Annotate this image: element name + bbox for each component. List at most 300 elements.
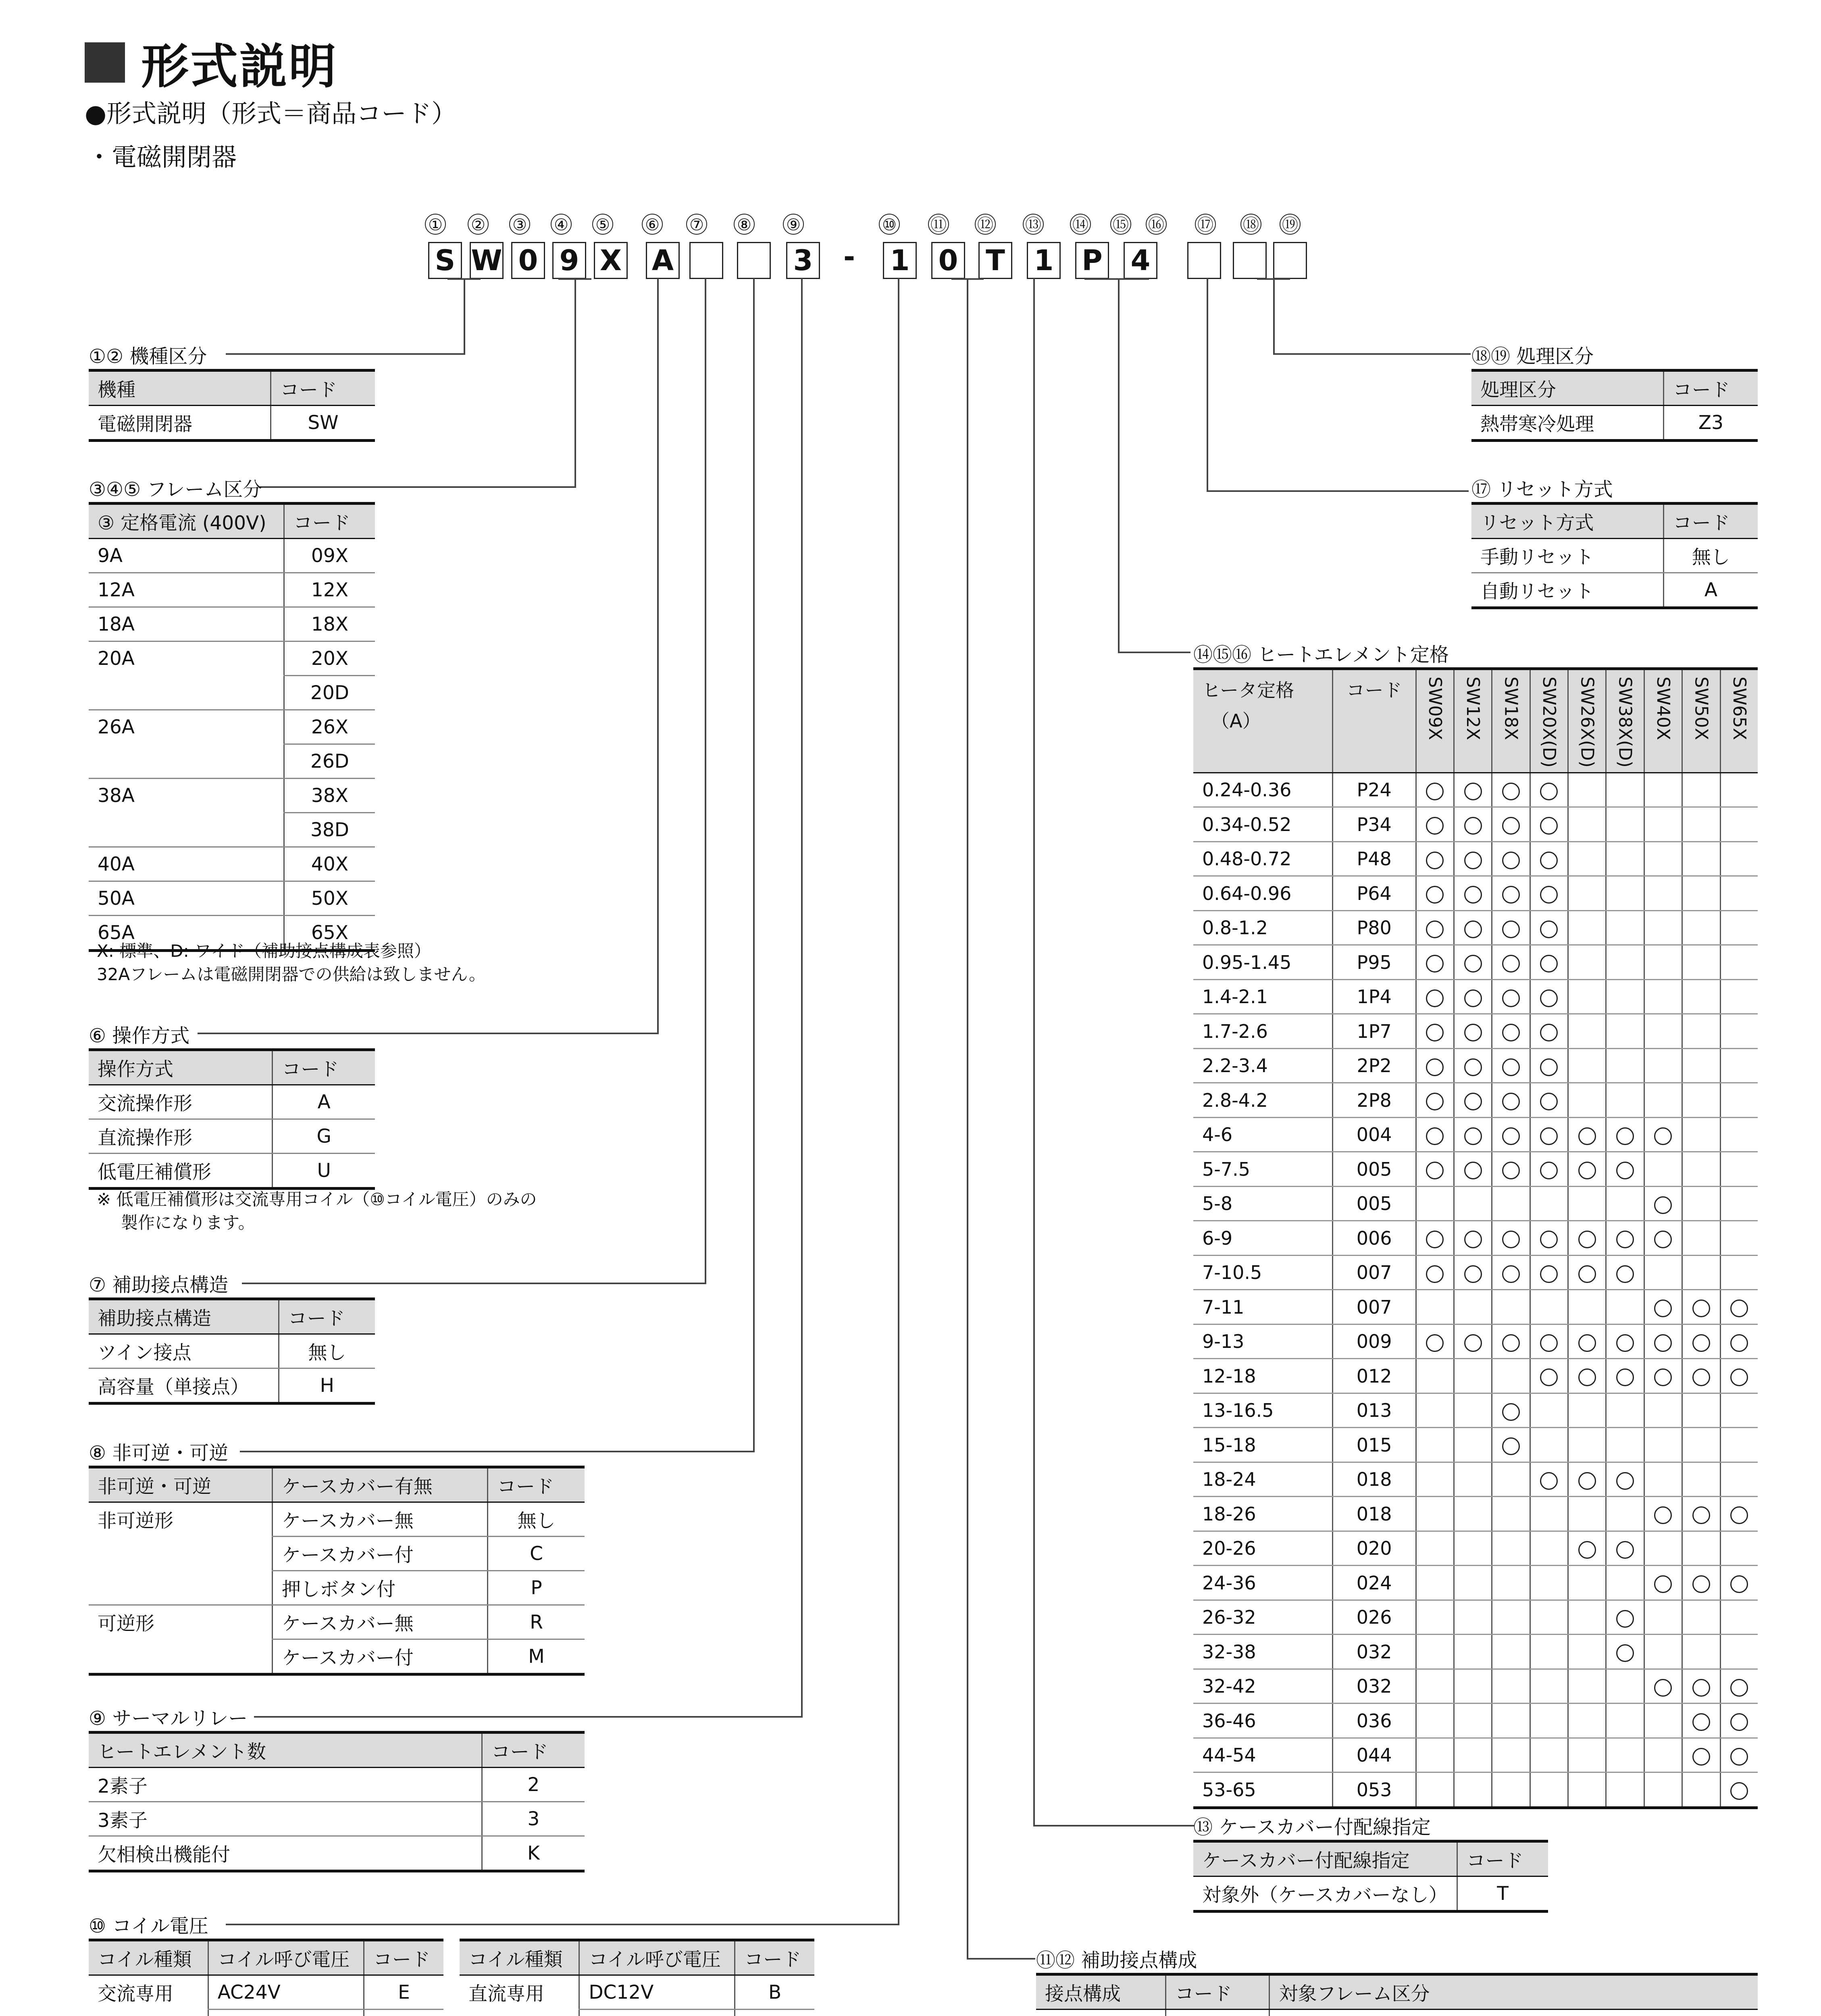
heater-row <box>1193 1738 1758 1772</box>
available-circle-icon <box>1426 989 1444 1007</box>
table-cell: M <box>488 1639 585 1674</box>
available-circle-icon <box>1426 1024 1444 1041</box>
available-circle-icon <box>1654 1368 1672 1386</box>
table-row <box>1036 2010 1758 2016</box>
table-cell: ケースカバー付 <box>273 1639 488 1674</box>
table-cell: 12A <box>89 573 284 607</box>
available-circle-icon <box>1578 1472 1596 1490</box>
table-cell: G <box>273 1119 375 1154</box>
table-header: 操作方式 <box>89 1050 273 1085</box>
code-box-18 <box>1273 242 1307 279</box>
heater-row <box>1193 979 1758 1014</box>
frame-table <box>89 502 375 952</box>
heater-range: 4-6 <box>1193 1117 1332 1152</box>
table-cell: 電磁開閉器 <box>89 406 271 441</box>
table-header: 補助接点構造 <box>89 1299 279 1334</box>
table-cell: 12X <box>284 573 375 607</box>
code-position-3: ③ <box>509 214 530 235</box>
heater-range: 36-46 <box>1193 1704 1332 1738</box>
table-cell: 無し <box>1663 539 1758 573</box>
heater-range: 24-36 <box>1193 1566 1332 1600</box>
section-label-reset: ⑰ リセット方式 <box>1471 478 1613 501</box>
section-label-treatment: ⑱⑲ 処理区分 <box>1471 345 1594 368</box>
available-circle-icon <box>1616 1541 1634 1559</box>
heater-range: 12-18 <box>1193 1359 1332 1393</box>
table-header: コード <box>1663 504 1758 539</box>
heater-row <box>1193 1152 1758 1187</box>
heater-range: 26-32 <box>1193 1600 1332 1635</box>
available-circle-icon <box>1578 1127 1596 1145</box>
table-cell <box>89 744 284 779</box>
available-circle-icon <box>1464 886 1482 904</box>
code-box-6: A <box>646 242 680 279</box>
operation-note-1: ※ 低電圧補償形は交流専用コイル（⑩コイル電圧）のみの <box>97 1189 537 1209</box>
table-row <box>89 641 375 676</box>
table-cell <box>89 1571 273 1605</box>
table-cell: 熱帯寒冷処理 <box>1471 406 1663 441</box>
available-circle-icon <box>1616 1265 1634 1283</box>
heater-code: 015 <box>1332 1428 1416 1462</box>
table-row <box>89 1836 585 1871</box>
available-circle-icon <box>1654 1506 1672 1524</box>
available-circle-icon <box>1654 1575 1672 1593</box>
available-circle-icon <box>1502 817 1520 835</box>
available-circle-icon <box>1616 1334 1634 1352</box>
table-cell: 欠相検出機能付 <box>89 1836 482 1871</box>
available-circle-icon <box>1540 1127 1558 1145</box>
table-cell: 無し <box>279 1334 375 1368</box>
available-circle-icon <box>1654 1231 1672 1248</box>
heater-row <box>1193 1531 1758 1566</box>
heater-row <box>1193 1255 1758 1290</box>
table-cell: 26X <box>284 710 375 744</box>
frame-column-header: SW09X <box>1424 677 1445 740</box>
table-row <box>89 1768 585 1802</box>
available-circle-icon <box>1426 1265 1444 1283</box>
available-circle-icon <box>1464 852 1482 869</box>
heater-code: 1P4 <box>1332 979 1416 1014</box>
code-box-7 <box>689 242 723 279</box>
table-cell: 高容量（単接点） <box>89 1368 279 1404</box>
reset-table <box>1471 502 1758 609</box>
table-cell: R <box>488 1605 585 1639</box>
table-row <box>89 1639 585 1674</box>
table-cell: 3 <box>482 1802 585 1836</box>
table-row <box>89 744 375 779</box>
available-circle-icon <box>1464 817 1482 835</box>
section-label-frame: ③④⑤ フレーム区分 <box>89 478 262 501</box>
heater-code: 018 <box>1332 1497 1416 1531</box>
table-row <box>89 406 375 441</box>
table-row <box>89 676 375 710</box>
table-cell: 38D <box>284 813 375 847</box>
available-circle-icon <box>1426 1334 1444 1352</box>
available-circle-icon <box>1692 1300 1710 1317</box>
frame-column-header: SW38X(D) <box>1615 677 1636 768</box>
table-cell: SW <box>271 406 375 441</box>
available-circle-icon <box>1540 886 1558 904</box>
table-cell <box>579 2010 735 2016</box>
available-circle-icon <box>1426 1162 1444 1179</box>
code-position-5: ⑤ <box>592 214 613 235</box>
heater-range: 0.34-0.52 <box>1193 807 1332 842</box>
table-cell: 2 <box>482 1768 585 1802</box>
section-label-aux-contacts: ⑪⑫ 補助接点構成 <box>1036 1949 1197 1972</box>
heater-range: 0.24-0.36 <box>1193 773 1332 807</box>
available-circle-icon <box>1426 955 1444 973</box>
code-dash: - <box>843 240 855 273</box>
heater-range: 0.95-1.45 <box>1193 945 1332 980</box>
heater-code: P24 <box>1332 773 1416 807</box>
code-box-4: 9 <box>552 242 586 279</box>
table-cell: 手動リセット <box>1471 539 1663 573</box>
heater-range: 18-26 <box>1193 1497 1332 1531</box>
table-cell <box>89 2010 208 2016</box>
available-circle-icon <box>1692 1368 1710 1386</box>
available-circle-icon <box>1540 1334 1558 1352</box>
table-cell: 自動リセット <box>1471 573 1663 608</box>
table-header: コード <box>482 1733 585 1768</box>
section-label-aux-structure: ⑦ 補助接点構造 <box>89 1274 229 1296</box>
available-circle-icon <box>1502 1265 1520 1283</box>
page-title <box>85 28 338 97</box>
table-header: コード <box>1165 1974 1269 2010</box>
heater-code: 006 <box>1332 1221 1416 1256</box>
table-row <box>460 2010 814 2016</box>
available-circle-icon <box>1578 1231 1596 1248</box>
available-circle-icon <box>1502 1403 1520 1421</box>
table-row <box>89 813 375 847</box>
available-circle-icon <box>1692 1575 1710 1593</box>
heater-code: 013 <box>1332 1393 1416 1428</box>
available-circle-icon <box>1426 852 1444 869</box>
aux-contacts-table <box>1036 1973 1758 2016</box>
available-circle-icon <box>1464 955 1482 973</box>
table-row <box>89 881 375 916</box>
code-box-12: T <box>978 242 1012 279</box>
table-row <box>89 1154 375 1189</box>
available-circle-icon <box>1692 1679 1710 1697</box>
available-circle-icon <box>1502 1024 1520 1041</box>
heater-row <box>1193 1048 1758 1083</box>
frame-column-header: SW26X(D) <box>1577 677 1598 768</box>
heater-row <box>1193 807 1758 842</box>
heater-code: 005 <box>1332 1186 1416 1221</box>
heater-code: 024 <box>1332 1566 1416 1600</box>
table-row <box>89 1085 375 1119</box>
table-cell: 26D <box>284 744 375 779</box>
heater-code: 020 <box>1332 1531 1416 1566</box>
available-circle-icon <box>1730 1748 1748 1766</box>
available-circle-icon <box>1730 1368 1748 1386</box>
heater-range: 1.4-2.1 <box>1193 979 1332 1014</box>
available-circle-icon <box>1540 1162 1558 1179</box>
operation-table <box>89 1048 375 1190</box>
table-cell <box>460 2010 579 2016</box>
available-circle-icon <box>1464 1127 1482 1145</box>
heater-code: 005 <box>1332 1152 1416 1187</box>
table-row <box>1193 1876 1548 1912</box>
model-table <box>89 369 375 442</box>
available-circle-icon <box>1464 1093 1482 1110</box>
table-row <box>89 573 375 607</box>
table-cell: 38A <box>98 785 135 807</box>
table-header: コイル種類 <box>89 1940 208 1975</box>
frame-column-header: SW12X <box>1463 677 1484 740</box>
code-box-3: 0 <box>511 242 545 279</box>
heater-code: 044 <box>1332 1738 1416 1772</box>
table-cell: 50X <box>284 881 375 916</box>
table-cell <box>89 813 284 847</box>
section-label-coil: ⑩ コイル電圧 <box>89 1915 208 1937</box>
table-cell: 40X <box>284 847 375 881</box>
code-box-17 <box>1233 242 1267 279</box>
heater-range: 13-16.5 <box>1193 1393 1332 1428</box>
table-cell: ケースカバー無 <box>273 1605 488 1639</box>
table-header: コイル呼び電圧 <box>579 1940 735 1975</box>
table-header: コード <box>1663 371 1758 406</box>
heater-code: 012 <box>1332 1359 1416 1393</box>
table-header: ヒートエレメント数 <box>89 1733 482 1768</box>
available-circle-icon <box>1502 1334 1520 1352</box>
available-circle-icon <box>1692 1748 1710 1766</box>
available-circle-icon <box>1502 1162 1520 1179</box>
code-position-15: ⑮ <box>1110 214 1131 235</box>
available-circle-icon <box>1502 921 1520 938</box>
available-circle-icon <box>1540 783 1558 800</box>
table-cell: DC12V <box>579 1975 735 2010</box>
heater-unit-header: （A） <box>1211 710 1261 732</box>
heater-code: 036 <box>1332 1704 1416 1738</box>
heater-row <box>1193 1600 1758 1635</box>
table-header: 接点構成 <box>1036 1974 1165 2010</box>
table-cell: H <box>279 1368 375 1404</box>
coil-ac-table <box>89 1939 443 2016</box>
table-header: コード <box>488 1467 585 1502</box>
frame-column-header: SW50X <box>1691 677 1712 740</box>
heater-code: 2P2 <box>1332 1048 1416 1083</box>
table-cell <box>89 676 284 710</box>
heater-range: 20-26 <box>1193 1531 1332 1566</box>
table-row <box>89 779 375 813</box>
frame-note-2: 32Aフレームは電磁開閉器での供給は致しません。 <box>97 964 486 984</box>
available-circle-icon <box>1426 1231 1444 1248</box>
table-cell: 3素子 <box>89 1802 482 1836</box>
table-row <box>89 2010 443 2016</box>
code-box-16 <box>1187 242 1221 279</box>
table-header: コード <box>284 504 375 539</box>
available-circle-icon <box>1578 1368 1596 1386</box>
available-circle-icon <box>1540 1368 1558 1386</box>
table-row <box>89 1119 375 1154</box>
table-cell <box>735 2010 814 2016</box>
available-circle-icon <box>1730 1782 1748 1800</box>
table-cell: A <box>1663 573 1758 608</box>
heater-range: 5-8 <box>1193 1186 1332 1221</box>
section-label-reversing: ⑧ 非可逆・可逆 <box>89 1442 229 1464</box>
table-cell: 09X <box>284 539 375 573</box>
frame-column-header: SW20X(D) <box>1538 677 1559 768</box>
code-position-8: ⑧ <box>734 214 755 235</box>
table-header: 機種 <box>89 371 271 406</box>
frame-column-header: SW40X <box>1652 677 1673 740</box>
available-circle-icon <box>1426 1058 1444 1076</box>
heater-row <box>1193 1428 1758 1462</box>
available-circle-icon <box>1502 1093 1520 1110</box>
available-circle-icon <box>1730 1300 1748 1317</box>
frame-column-header: SW65X <box>1729 677 1750 740</box>
table-cell: 無し <box>488 1502 585 1537</box>
heater-row <box>1193 1186 1758 1221</box>
table-cell: 交流操作形 <box>89 1085 273 1119</box>
table-cell <box>364 2010 444 2016</box>
available-circle-icon <box>1616 1644 1634 1662</box>
table-cell: AC24V <box>208 1975 364 2010</box>
heater-row <box>1193 1014 1758 1049</box>
table-row <box>89 1802 585 1836</box>
available-circle-icon <box>1540 1058 1558 1076</box>
available-circle-icon <box>1502 955 1520 973</box>
section-label-heater: ⑭⑮⑯ ヒートエレメント定格 <box>1193 644 1449 666</box>
available-circle-icon <box>1730 1334 1748 1352</box>
heater-range: 7-10.5 <box>1193 1255 1332 1290</box>
table-header: コード <box>1457 1841 1548 1876</box>
available-circle-icon <box>1654 1679 1672 1697</box>
code-box-10: 1 <box>883 242 917 279</box>
code-box-5: X <box>594 242 628 279</box>
heater-range: 1.7-2.6 <box>1193 1014 1332 1049</box>
table-header: 対象フレーム区分 <box>1269 1974 1758 2010</box>
available-circle-icon <box>1692 1506 1710 1524</box>
heater-code: 053 <box>1332 1772 1416 1808</box>
table-cell <box>1269 2010 1758 2016</box>
code-box-8 <box>737 242 771 279</box>
available-circle-icon <box>1426 783 1444 800</box>
available-circle-icon <box>1616 1472 1634 1490</box>
available-circle-icon <box>1540 989 1558 1007</box>
heater-row <box>1193 1393 1758 1428</box>
table-cell: 50A <box>89 881 284 916</box>
code-position-17: ⑰ <box>1195 214 1216 235</box>
heater-row <box>1193 1772 1758 1808</box>
table-cell: 対象外（ケースカバーなし） <box>1193 1876 1457 1912</box>
available-circle-icon <box>1464 1334 1482 1352</box>
available-circle-icon <box>1426 817 1444 835</box>
available-circle-icon <box>1578 1162 1596 1179</box>
table-row <box>89 607 375 641</box>
table-cell: A <box>273 1085 375 1119</box>
code-position-11: ⑪ <box>928 214 949 235</box>
heater-range: 2.2-3.4 <box>1193 1048 1332 1083</box>
product-type: ・電磁開閉器 <box>87 142 237 172</box>
heater-code: 1P7 <box>1332 1014 1416 1049</box>
heater-row <box>1193 1324 1758 1359</box>
available-circle-icon <box>1426 921 1444 938</box>
frame-column-header: SW18X <box>1501 677 1521 740</box>
heater-code: 026 <box>1332 1600 1416 1635</box>
heater-range: 18-24 <box>1193 1462 1332 1497</box>
table-cell: 9A <box>89 539 284 573</box>
heater-row <box>1193 1497 1758 1531</box>
heater-range: 5-7.5 <box>1193 1152 1332 1187</box>
heater-code: 032 <box>1332 1635 1416 1669</box>
heater-code: 007 <box>1332 1290 1416 1325</box>
available-circle-icon <box>1502 1231 1520 1248</box>
table-cell: 交流専用 <box>98 1983 173 2006</box>
heater-table <box>1193 667 1758 1809</box>
heater-row <box>1193 1704 1758 1738</box>
table-cell: 低電圧補償形 <box>89 1154 273 1189</box>
available-circle-icon <box>1616 1231 1634 1248</box>
table-cell: K <box>482 1836 585 1871</box>
code-box-13: 1 <box>1027 242 1061 279</box>
table-cell <box>89 1639 273 1674</box>
available-circle-icon <box>1730 1506 1748 1524</box>
code-box-14: P <box>1075 242 1109 279</box>
table-row <box>1471 406 1758 441</box>
available-circle-icon <box>1692 1334 1710 1352</box>
available-circle-icon <box>1502 1058 1520 1076</box>
available-circle-icon <box>1426 1127 1444 1145</box>
table-cell: 2素子 <box>89 1768 482 1802</box>
available-circle-icon <box>1540 955 1558 973</box>
table-cell <box>208 2010 364 2016</box>
table-row <box>89 1502 585 1537</box>
available-circle-icon <box>1654 1300 1672 1317</box>
available-circle-icon <box>1426 1093 1444 1110</box>
table-cell: 26A <box>98 716 135 739</box>
table-cell: 38X <box>284 779 375 813</box>
code-position-10: ⑩ <box>879 214 900 235</box>
available-circle-icon <box>1502 852 1520 869</box>
code-position-13: ⑬ <box>1023 214 1044 235</box>
heater-range: 32-38 <box>1193 1635 1332 1669</box>
table-row <box>89 847 375 881</box>
table-cell <box>89 1537 273 1571</box>
available-circle-icon <box>1540 1265 1558 1283</box>
reversing-table <box>89 1466 585 1676</box>
table-cell: 非可逆形 <box>98 1510 173 1533</box>
available-circle-icon <box>1464 1058 1482 1076</box>
table-cell: 可逆形 <box>98 1613 154 1635</box>
table-row <box>89 1605 585 1639</box>
heater-code: 007 <box>1332 1255 1416 1290</box>
code-position-18: ⑱ <box>1240 214 1261 235</box>
table-cell: 65A <box>89 916 284 951</box>
heater-row <box>1193 1117 1758 1152</box>
table-cell: 押しボタン付 <box>273 1571 488 1605</box>
available-circle-icon <box>1578 1334 1596 1352</box>
heater-row <box>1193 945 1758 980</box>
table-cell: ツイン接点 <box>89 1334 279 1368</box>
section-label-operation: ⑥ 操作方式 <box>89 1025 190 1047</box>
heater-range: 32-42 <box>1193 1669 1332 1704</box>
available-circle-icon <box>1654 1127 1672 1145</box>
code-box-9: 3 <box>786 242 820 279</box>
available-circle-icon <box>1730 1679 1748 1697</box>
heater-range: 9-13 <box>1193 1324 1332 1359</box>
available-circle-icon <box>1502 1127 1520 1145</box>
table-cell: 直流専用 <box>468 1983 544 2006</box>
code-position-1: ① <box>425 214 446 235</box>
table-row <box>1471 573 1758 608</box>
code-position-16: ⑯ <box>1146 214 1167 235</box>
table-header: ③ 定格電流 (400V) <box>89 504 284 539</box>
heater-row <box>1193 1359 1758 1393</box>
code-box-2: W <box>470 242 504 279</box>
table-header: コード <box>735 1940 814 1975</box>
table-cell: 20X <box>284 641 375 676</box>
